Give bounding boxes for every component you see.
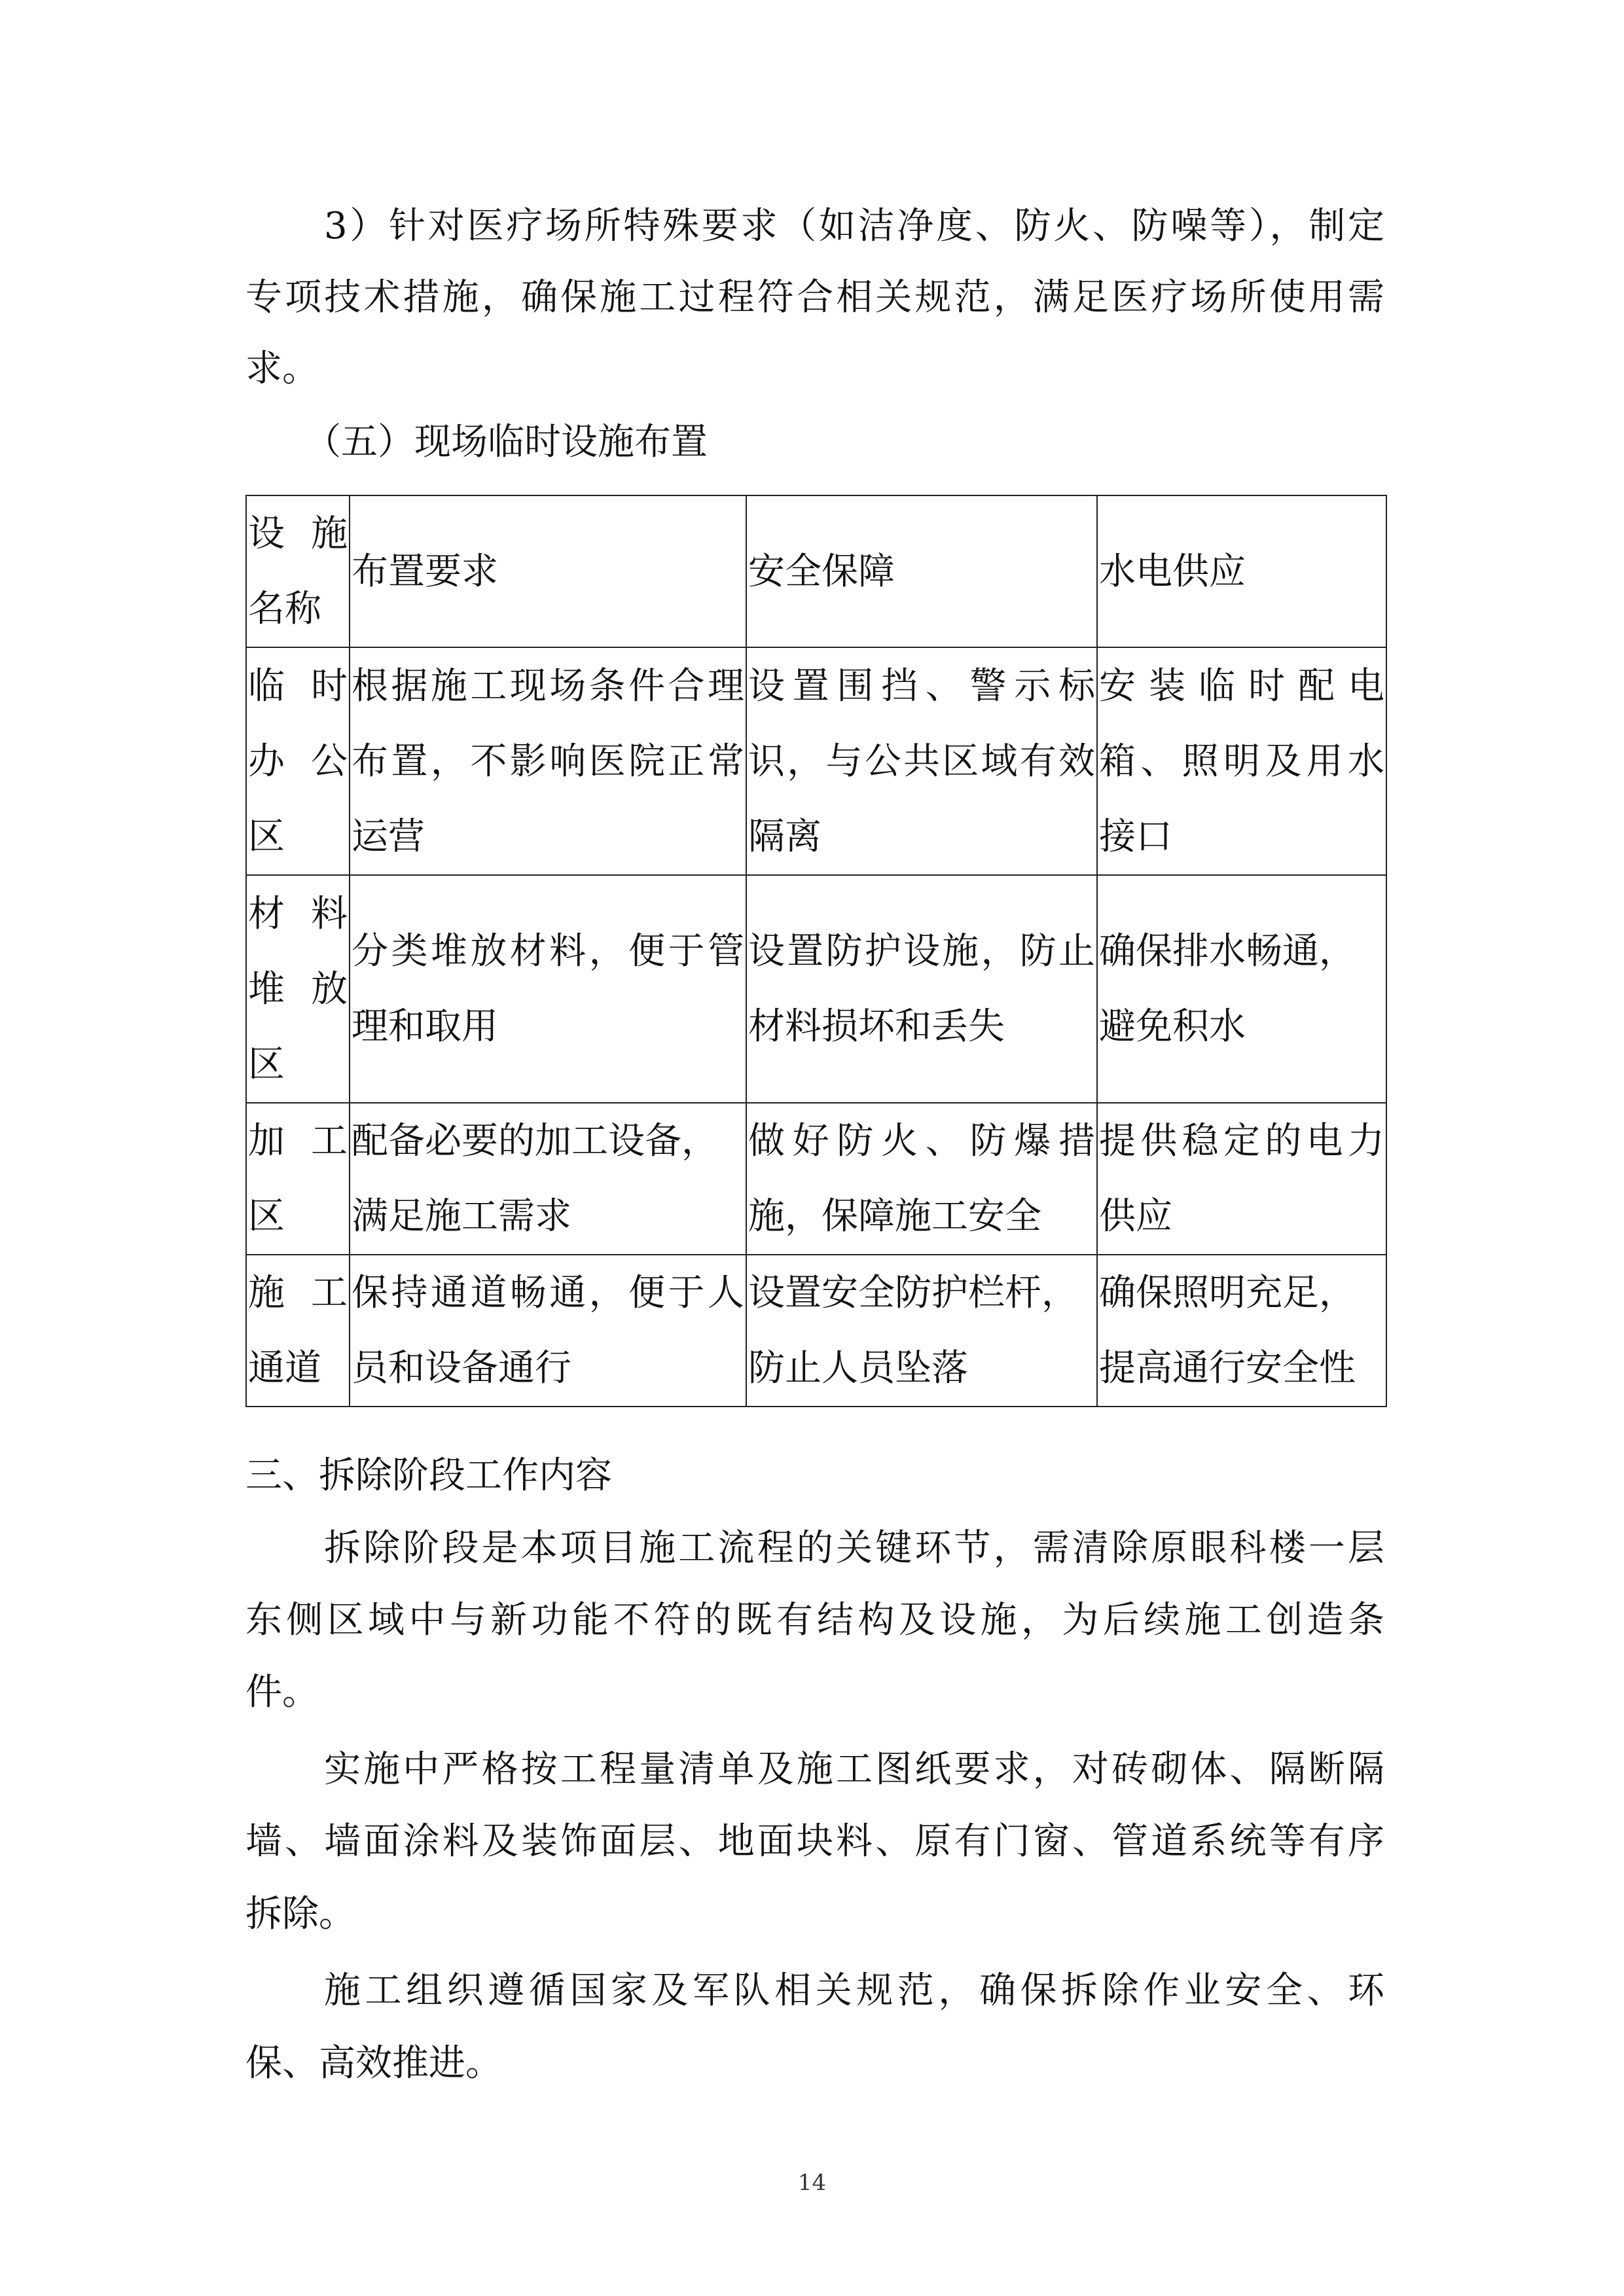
row-4-layout: 保持通道畅通，便于人 员和设备通行 — [350, 1255, 746, 1407]
paragraph-1-line-1: 3）针对医疗场所特殊要求（如洁净度、防火、防噪等），制定 — [324, 205, 1384, 247]
row-3-safety: 做好防火、防爆措 施，保障施工安全 — [746, 1103, 1097, 1255]
paragraph-1-line-2: 专项技术措施，确保施工过程符合相关规范，满足医疗场所使用需 — [245, 276, 1384, 319]
header-cell-utilities: 水电供应 — [1097, 495, 1386, 647]
table-row — [246, 1103, 1386, 1255]
section-5-heading: （五）现场临时设施布置 — [304, 421, 708, 463]
paragraph-3-line-2: 墙、墙面涂料及装饰面层、地面块料、原有门窗、管道系统等有序 — [245, 1820, 1384, 1863]
row-2-safety: 设置防护设施，防止 材料损坏和丢失 — [746, 875, 1097, 1103]
page-number: 14 — [797, 2170, 827, 2196]
row-2-utilities: 确保排水畅通， 避免积水 — [1097, 875, 1386, 1103]
table-row — [246, 875, 1386, 1103]
table-row — [246, 1255, 1386, 1407]
row-2-name: 材 料 堆 放 区 — [246, 875, 350, 1103]
paragraph-2-line-3: 件。 — [245, 1671, 319, 1713]
header-cell-safety: 安全保障 — [746, 495, 1097, 647]
row-1-layout: 根据施工现场条件合理 布置，不影响医院正常 运营 — [350, 647, 746, 875]
row-1-utilities: 安装临时配电 箱、照明及用水 接口 — [1097, 647, 1386, 875]
paragraph-4-line-2: 保、高效推进。 — [245, 2042, 502, 2085]
row-2-layout: 分类堆放材料，便于管 理和取用 — [350, 875, 746, 1103]
table-row — [246, 647, 1386, 875]
row-3-utilities: 提供稳定的电力 供应 — [1097, 1103, 1386, 1255]
section-3-heading: 三、拆除阶段工作内容 — [245, 1454, 612, 1497]
row-4-name: 施 工 通道 — [246, 1255, 350, 1407]
paragraph-3-line-1: 实施中严格按工程量清单及施工图纸要求，对砖砌体、隔断隔 — [324, 1748, 1384, 1791]
table-header-row — [246, 495, 1386, 647]
paragraph-4-line-1: 施工组织遵循国家及军队相关规范，确保拆除作业安全、环 — [324, 1969, 1384, 2012]
header-cell-layout: 布置要求 — [350, 495, 746, 647]
header-cell-name: 设 施 名称 — [246, 495, 350, 647]
row-1-name: 临 时 办 公 区 — [246, 647, 350, 875]
paragraph-2-line-1: 拆除阶段是本项目施工流程的关键环节，需清除原眼科楼一层 — [324, 1527, 1384, 1570]
paragraph-2-line-2: 东侧区域中与新功能不符的既有结构及设施，为后续施工创造条 — [245, 1599, 1384, 1641]
row-4-safety: 设置安全防护栏杆， 防止人员坠落 — [746, 1255, 1097, 1407]
row-3-name: 加 工 区 — [246, 1103, 350, 1255]
paragraph-3-line-3: 拆除。 — [245, 1893, 355, 1935]
row-3-layout: 配备必要的加工设备， 满足施工需求 — [350, 1103, 746, 1255]
row-4-utilities: 确保照明充足， 提高通行安全性 — [1097, 1255, 1386, 1407]
paragraph-1-line-3: 求。 — [245, 348, 319, 390]
row-1-safety: 设置围挡、警示标 识，与公共区域有效 隔离 — [746, 647, 1097, 875]
facilities-table — [245, 495, 1387, 1407]
